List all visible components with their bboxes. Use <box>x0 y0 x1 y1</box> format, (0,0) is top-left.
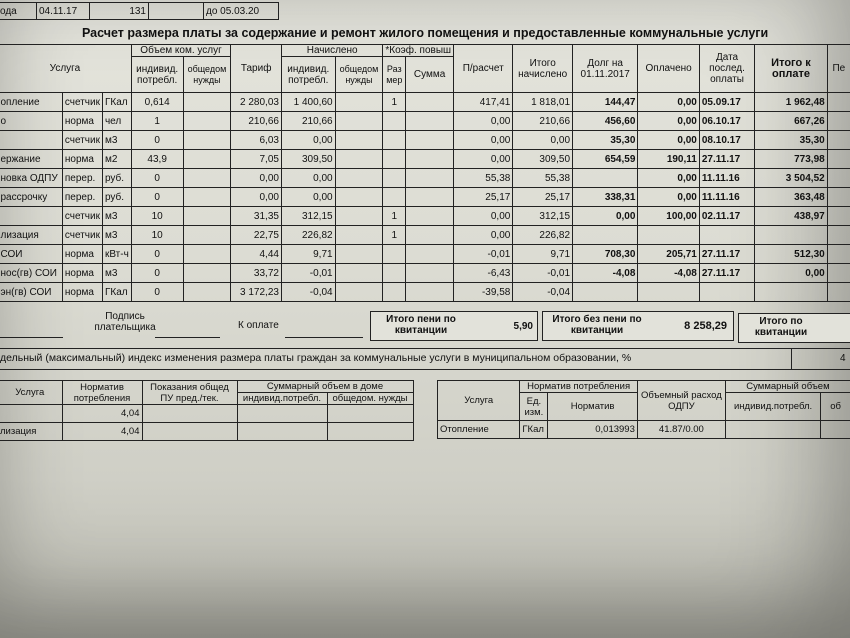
cell-debt: 338,31 <box>573 188 638 207</box>
cell-total-charged: 0,00 <box>513 131 573 150</box>
cell-extra <box>827 112 850 131</box>
cell-paid <box>638 283 699 302</box>
cell-charged-common <box>335 283 383 302</box>
table-row <box>0 112 850 131</box>
lt-row2-common <box>327 423 413 441</box>
col-paid: Оплачено <box>638 45 699 93</box>
index-value: 4 <box>840 353 846 364</box>
cell-basis: норма <box>62 283 102 302</box>
cell-service-name: опление <box>0 93 62 112</box>
cell-to-pay: 667,26 <box>755 112 827 131</box>
cell-charged-ind: 9,71 <box>281 245 335 264</box>
cell-coef-sum <box>406 245 454 264</box>
col-volume-common: общедом нужды <box>183 57 231 93</box>
rt-col-unit: Ед. изм. <box>520 393 548 421</box>
cell-service-name: новка ОДПУ <box>0 169 62 188</box>
table-row <box>0 188 850 207</box>
table-row <box>0 245 850 264</box>
cell-volume-common <box>183 150 231 169</box>
page-title: Расчет размера платы за содержание и ремонт жилого помещения и предоставленные коммунальные услуги <box>82 26 769 40</box>
cell-to-pay: 35,30 <box>755 131 827 150</box>
cell-service-name <box>0 131 62 150</box>
col-tariff: Тариф <box>231 45 282 93</box>
cell-coef-size: 1 <box>383 93 406 112</box>
col-extra: Пе <box>827 45 850 93</box>
cell-unit: кВт-ч <box>102 245 131 264</box>
cell-total-charged: -0,01 <box>513 264 573 283</box>
cell-recalc: 0,00 <box>454 207 513 226</box>
cell-total-charged: 55,38 <box>513 169 573 188</box>
cell-charged-common <box>335 226 383 245</box>
cell-charged-common <box>335 207 383 226</box>
cell-service-name <box>0 207 62 226</box>
cell-charged-ind: 210,66 <box>281 112 335 131</box>
cell-paid: 100,00 <box>638 207 699 226</box>
cell-total-charged: 226,82 <box>513 226 573 245</box>
left-table <box>0 380 414 441</box>
cell-total-charged: 25,17 <box>513 188 573 207</box>
cell-extra <box>827 169 850 188</box>
cell-charged-ind: 226,82 <box>281 226 335 245</box>
cell-coef-size <box>383 264 406 283</box>
col-debt: Долг на 01.11.2017 <box>573 45 638 93</box>
penalty-value: 5,90 <box>513 321 533 332</box>
cell-total-charged: 9,71 <box>513 245 573 264</box>
cell-recalc: 0,00 <box>454 131 513 150</box>
cell-extra <box>827 264 850 283</box>
cell-coef-size <box>383 131 406 150</box>
signature-line-left <box>0 337 63 338</box>
rt-col-service: Услуга <box>438 381 520 421</box>
index-line <box>0 348 850 370</box>
cell-to-pay <box>755 226 827 245</box>
cell-volume-ind: 10 <box>131 226 183 245</box>
cell-to-pay: 0,00 <box>755 264 827 283</box>
cell-coef-sum <box>406 283 454 302</box>
cell-total-charged: 1 818,01 <box>513 93 573 112</box>
col-service: Услуга <box>0 45 131 93</box>
cell-last-paid-date: 05.09.17 <box>699 93 754 112</box>
cell-volume-common <box>183 283 231 302</box>
cell-coef-sum <box>406 93 454 112</box>
cell-charged-common <box>335 131 383 150</box>
col-charged: Начислено <box>281 45 382 57</box>
penalty-label: Итого пени по квитанции <box>386 314 456 336</box>
right-table <box>437 380 850 439</box>
cell-recalc: 0,00 <box>454 226 513 245</box>
cell-volume-common <box>183 264 231 283</box>
signature-label: Подпись плательщика <box>94 311 156 333</box>
lt-col-readings: Показания общед ПУ пред./тек. <box>142 381 237 405</box>
cell-volume-common <box>183 207 231 226</box>
cell-basis: норма <box>62 150 102 169</box>
cell-volume-common <box>183 131 231 150</box>
cell-total-charged: -0,04 <box>513 283 573 302</box>
lt-row2-norm: 4,04 <box>62 423 142 441</box>
cell-recalc: 417,41 <box>454 93 513 112</box>
table-row <box>0 169 850 188</box>
cell-coef-sum <box>406 169 454 188</box>
cell-debt: 654,59 <box>573 150 638 169</box>
rt-row1-common <box>821 421 850 439</box>
cell-to-pay: 773,98 <box>755 150 827 169</box>
no-penalty-box <box>542 311 734 341</box>
cell-unit: м3 <box>102 131 131 150</box>
cell-coef-sum <box>406 226 454 245</box>
to-pay-line <box>285 337 363 338</box>
lt-row2-readings <box>142 423 237 441</box>
cell-debt <box>573 283 638 302</box>
cell-charged-common <box>335 150 383 169</box>
cell-charged-ind: -0,04 <box>281 283 335 302</box>
cell-to-pay: 3 504,52 <box>755 169 827 188</box>
cell-tariff: 0,00 <box>231 169 282 188</box>
cell-service-name: нос(гв) СОИ <box>0 264 62 283</box>
no-penalty-value: 8 258,29 <box>684 320 727 332</box>
cell-service-name: эн(гв) СОИ <box>0 283 62 302</box>
cell-last-paid-date: 27.11.17 <box>699 150 754 169</box>
cell-tariff: 4,44 <box>231 245 282 264</box>
cell-volume-ind: 0 <box>131 264 183 283</box>
cell-basis: счетчик <box>62 226 102 245</box>
index-text: дельный (максимальный) индекс изменения размера платы граждан за коммунальные услуги в муниципальном образовании, % <box>0 352 632 364</box>
cell-charged-common <box>335 264 383 283</box>
cell-last-paid-date: 11.11.16 <box>699 188 754 207</box>
cell-charged-ind: 0,00 <box>281 131 335 150</box>
table-row <box>0 226 850 245</box>
cell-debt <box>573 226 638 245</box>
cell-paid: 0,00 <box>638 112 699 131</box>
cell-charged-ind: 1 400,60 <box>281 93 335 112</box>
cell-paid: 0,00 <box>638 188 699 207</box>
cell-coef-sum <box>406 150 454 169</box>
cell-volume-ind: 43,9 <box>131 150 183 169</box>
main-table <box>0 44 850 302</box>
cell-total-charged: 312,15 <box>513 207 573 226</box>
header-date: 04.11.17 <box>37 3 90 20</box>
cell-extra <box>827 226 850 245</box>
rt-col-volume: Объемный расход ОДПУ <box>637 381 725 421</box>
lt-row1-service <box>0 405 62 423</box>
cell-debt: 708,30 <box>573 245 638 264</box>
cell-debt: 144,47 <box>573 93 638 112</box>
rt-row1-service: Отопление <box>438 421 520 439</box>
cell-total-charged: 309,50 <box>513 150 573 169</box>
cell-to-pay: 438,97 <box>755 207 827 226</box>
table-row <box>0 207 850 226</box>
rt-row1-unit: ГКал <box>520 421 548 439</box>
cell-coef-sum <box>406 112 454 131</box>
cell-last-paid-date: 06.10.17 <box>699 112 754 131</box>
cell-service-name: лизация <box>0 226 62 245</box>
cell-service-name: СОИ <box>0 245 62 264</box>
cell-last-paid-date: 11.11.16 <box>699 169 754 188</box>
cell-last-paid-date: 08.10.17 <box>699 131 754 150</box>
cell-coef-size <box>383 188 406 207</box>
cell-last-paid-date: 27.11.17 <box>699 264 754 283</box>
cell-coef-size: 1 <box>383 207 406 226</box>
cell-charged-common <box>335 112 383 131</box>
cell-volume-common <box>183 169 231 188</box>
no-penalty-label: Итого без пени по квитанции <box>552 314 642 336</box>
header-number: 131 <box>90 3 149 20</box>
cell-basis: перер. <box>62 169 102 188</box>
col-coef-size: Раз мер <box>383 57 406 93</box>
cell-tariff: 31,35 <box>231 207 282 226</box>
lt-col-ind: индивид.потребл. <box>237 393 327 405</box>
rt-col-common: об <box>821 393 850 421</box>
cell-debt: -4,08 <box>573 264 638 283</box>
lt-col-common: общедом. нужды <box>327 393 413 405</box>
index-divider <box>791 349 792 369</box>
cell-basis: норма <box>62 264 102 283</box>
cell-recalc: -6,43 <box>454 264 513 283</box>
rt-col-ind: индивид.потребл. <box>725 393 820 421</box>
cell-volume-common <box>183 93 231 112</box>
lt-row2-ind <box>237 423 327 441</box>
cell-unit: руб. <box>102 188 131 207</box>
cell-coef-sum <box>406 207 454 226</box>
lt-row2-service: лизация <box>0 423 62 441</box>
cell-unit: м2 <box>102 150 131 169</box>
cell-extra <box>827 283 850 302</box>
cell-tariff: 0,00 <box>231 188 282 207</box>
cell-paid: 190,11 <box>638 150 699 169</box>
cell-volume-ind: 0 <box>131 131 183 150</box>
cell-volume-ind: 1 <box>131 112 183 131</box>
signature-line <box>155 337 220 338</box>
cell-volume-ind: 0 <box>131 245 183 264</box>
cell-unit: м3 <box>102 207 131 226</box>
cell-basis: счетчик <box>62 93 102 112</box>
cell-charged-common <box>335 188 383 207</box>
cell-recalc: 25,17 <box>454 188 513 207</box>
cell-to-pay: 363,48 <box>755 188 827 207</box>
cell-volume-ind: 0,614 <box>131 93 183 112</box>
cell-basis: счетчик <box>62 131 102 150</box>
cell-tariff: 6,03 <box>231 131 282 150</box>
cell-charged-common <box>335 93 383 112</box>
cell-paid: 0,00 <box>638 169 699 188</box>
to-pay-label: К оплате <box>238 320 279 331</box>
table-row <box>0 131 850 150</box>
total-label: Итого по квитанции <box>754 316 808 338</box>
cell-volume-ind: 0 <box>131 188 183 207</box>
cell-tariff: 3 172,23 <box>231 283 282 302</box>
cell-basis: счетчик <box>62 207 102 226</box>
cell-charged-ind: 309,50 <box>281 150 335 169</box>
cell-charged-ind: 0,00 <box>281 169 335 188</box>
cell-last-paid-date <box>699 283 754 302</box>
cell-recalc: -39,58 <box>454 283 513 302</box>
cell-service-name: ержание <box>0 150 62 169</box>
rt-col-norm-consumption: Норматив потребления <box>520 381 637 393</box>
cell-charged-ind: 312,15 <box>281 207 335 226</box>
cell-paid: 0,00 <box>638 93 699 112</box>
cell-extra <box>827 150 850 169</box>
cell-service-name: о <box>0 112 62 131</box>
cell-unit: ГКал <box>102 283 131 302</box>
col-to-pay: Итого к оплате <box>755 45 827 93</box>
cell-charged-common <box>335 169 383 188</box>
cell-coef-size <box>383 112 406 131</box>
cell-last-paid-date: 27.11.17 <box>699 245 754 264</box>
cell-debt: 0,00 <box>573 207 638 226</box>
rt-col-sum-volume: Суммарный объем <box>725 381 850 393</box>
cell-total-charged: 210,66 <box>513 112 573 131</box>
cell-recalc: 55,38 <box>454 169 513 188</box>
rt-row1-ind <box>725 421 820 439</box>
cell-last-paid-date: 02.11.17 <box>699 207 754 226</box>
cell-paid <box>638 226 699 245</box>
cell-volume-ind: 0 <box>131 169 183 188</box>
cell-unit: м3 <box>102 226 131 245</box>
lt-row1-readings <box>142 405 237 423</box>
cell-recalc: -0,01 <box>454 245 513 264</box>
cell-coef-size <box>383 169 406 188</box>
cell-basis: норма <box>62 112 102 131</box>
cell-paid: -4,08 <box>638 264 699 283</box>
cell-service-name: рассрочку <box>0 188 62 207</box>
col-recalc: П/расчет <box>454 45 513 93</box>
cell-recalc: 0,00 <box>454 150 513 169</box>
table-row <box>0 93 850 112</box>
cell-tariff: 33,72 <box>231 264 282 283</box>
cell-paid: 0,00 <box>638 131 699 150</box>
cell-unit: м3 <box>102 264 131 283</box>
header-label: ода <box>0 3 37 20</box>
lt-col-norm: Норматив потребления <box>62 381 142 405</box>
cell-recalc: 0,00 <box>454 112 513 131</box>
cell-debt: 456,60 <box>573 112 638 131</box>
cell-to-pay <box>755 283 827 302</box>
rt-col-norm: Норматив <box>548 393 637 421</box>
cell-extra <box>827 93 850 112</box>
cell-volume-common <box>183 188 231 207</box>
cell-tariff: 2 280,03 <box>231 93 282 112</box>
rt-row1-norm: 0,013993 <box>548 421 637 439</box>
header-strip <box>0 2 279 20</box>
cell-tariff: 210,66 <box>231 112 282 131</box>
col-coef-sum: Сумма <box>406 57 454 93</box>
col-coef: *Коэф. повыш <box>383 45 454 57</box>
cell-charged-common <box>335 245 383 264</box>
cell-debt <box>573 169 638 188</box>
cell-volume-common <box>183 245 231 264</box>
cell-basis: перер. <box>62 188 102 207</box>
penalty-box <box>370 311 538 341</box>
cell-coef-size <box>383 150 406 169</box>
cell-volume-ind: 10 <box>131 207 183 226</box>
lt-row1-common <box>327 405 413 423</box>
table-row <box>0 150 850 169</box>
cell-coef-size: 1 <box>383 226 406 245</box>
header-empty <box>149 3 204 20</box>
cell-charged-ind: -0,01 <box>281 264 335 283</box>
col-total: Итого начислено <box>513 45 573 93</box>
cell-unit: ГКал <box>102 93 131 112</box>
cell-paid: 205,71 <box>638 245 699 264</box>
col-charged-ind: индивид. потребл. <box>281 57 335 93</box>
col-volume: Объем ком. услуг <box>131 45 231 57</box>
cell-coef-sum <box>406 131 454 150</box>
cell-extra <box>827 245 850 264</box>
lt-row1-norm: 4,04 <box>62 405 142 423</box>
cell-to-pay: 1 962,48 <box>755 93 827 112</box>
cell-basis: норма <box>62 245 102 264</box>
header-until: до 05.03.20 <box>204 3 279 20</box>
col-volume-ind: индивид. потребл. <box>131 57 183 93</box>
cell-unit: чел <box>102 112 131 131</box>
cell-coef-size <box>383 245 406 264</box>
cell-volume-common <box>183 226 231 245</box>
cell-volume-ind: 0 <box>131 283 183 302</box>
table-row <box>0 264 850 283</box>
cell-charged-ind: 0,00 <box>281 188 335 207</box>
cell-tariff: 7,05 <box>231 150 282 169</box>
cell-unit: руб. <box>102 169 131 188</box>
table-row <box>0 283 850 302</box>
col-last-paid: Дата послед. оплаты <box>699 45 754 93</box>
cell-coef-sum <box>406 188 454 207</box>
lt-col-service: Услуга <box>0 381 62 405</box>
cell-debt: 35,30 <box>573 131 638 150</box>
lt-col-sum-volume: Суммарный объем в доме <box>237 381 413 393</box>
total-box <box>738 313 850 343</box>
cell-extra <box>827 131 850 150</box>
cell-extra <box>827 207 850 226</box>
col-charged-common: общедом нужды <box>335 57 383 93</box>
lt-row1-ind <box>237 405 327 423</box>
main-table-body <box>0 93 850 302</box>
cell-extra <box>827 188 850 207</box>
cell-to-pay: 512,30 <box>755 245 827 264</box>
rt-row1-volume: 41.87/0.00 <box>637 421 725 439</box>
cell-last-paid-date <box>699 226 754 245</box>
cell-coef-size <box>383 283 406 302</box>
cell-coef-sum <box>406 264 454 283</box>
cell-tariff: 22,75 <box>231 226 282 245</box>
cell-volume-common <box>183 112 231 131</box>
